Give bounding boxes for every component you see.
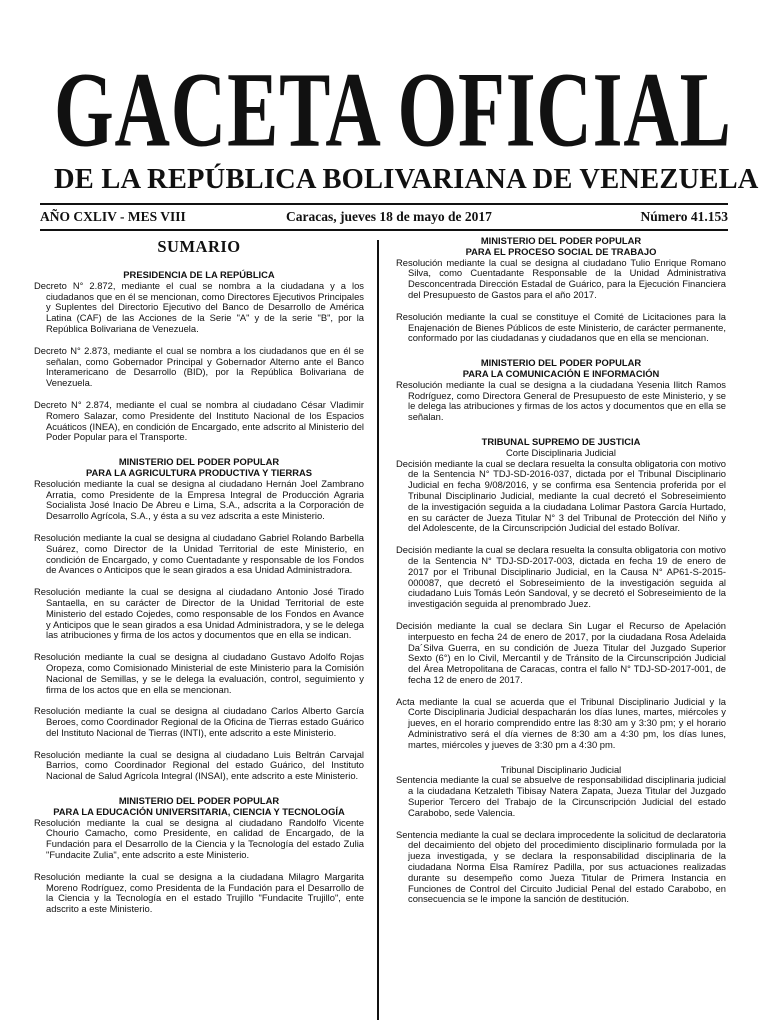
section-comunicacion: [396, 358, 726, 423]
sumario-heading: SUMARIO: [157, 237, 241, 256]
list-item: Decreto N° 2.873, mediante el cual se nombra a los ciudadanos que en él se señalan, como Gobernador Principal y Gobernador Alterno ante el Banco Interamericano de Desarrollo (BID), por la República Bolivariana de Venezuela.: [34, 344, 364, 389]
section-agricultura: [34, 457, 364, 782]
section-tsj: [396, 437, 726, 905]
list-item: Resolución mediante la cual se designa a la ciudadana Milagro Margarita Moreno Rodríguez, como Presidenta de la Fundación para el Desarrollo de la Ciencia y la Tecnología en el estado Trujillo "Fundacite Trujillo", ente adscrito a este Ministerio.: [34, 870, 364, 915]
masthead: [0, 40, 768, 169]
issue-info-bar: [40, 207, 728, 227]
list-item: Sentencia mediante la cual se declara improcedente la solicitud de declaratoria del decaimiento del objeto del procedimiento disciplinario formulada por la jueza investigada, y se declara la responsabilidad disciplinaria de la ciudadana Norma Elsa Ramírez Padilla, por sus actuaciones realizadas durante su desempeño como Jueza Titular de Primera Instancia en Funciones de Control del Circuito Judicial Penal del estado Carabobo, en consecuencia se le impone la sanción de destitución.: [396, 828, 726, 905]
list-item: Decisión mediante la cual se declara resuelta la consulta obligatoria con motivo de la Sentencia N° TDJ-SD-2017-003, dictada en fecha 19 de enero de 2017 por el Tribunal Disciplinario Judicial, en la Causa N° AP61-S-2015-000087, que decretó el Sobreseimiento de la investigación seguida al ciudadano Luis Tomás León Sandoval, y se decretó el Sobreseimiento de la investigación seguida al prenombrado Juez.: [396, 544, 726, 610]
list-item: Resolución mediante la cual se designa al ciudadano Hernán Joel Zambrano Arratia, como Presidente de la Empresa Integral de Producción Agraria Socialista José Inacio De Abreu e Lima, S.A., adscrita a la Corporación de Desarrollo Agrícola, S.A., y ésta a su vez adscrita a este Ministerio.: [34, 477, 364, 522]
section-heading: PRESIDENCIA DE LA REPÚBLICA: [123, 269, 275, 280]
left-column: [34, 236, 364, 915]
list-item: Resolución mediante la cual se designa al ciudadano Randolfo Vicente Chourio Camacho, como Presidente, en calidad de Encargado, de la Fundación para el Desarrollo de la Ciencia y la Tecnología del estado Zulia "Fundacite Zulia", ente adscrito a este Ministerio.: [34, 816, 364, 861]
section-heading: MINISTERIO DEL PODER POPULAR: [118, 456, 280, 468]
list-item: Decisión mediante la cual se declara Sin Lugar el Recurso de Apelación interpuesto en fecha 24 de enero de 2017, por la ciudadana Rosa Adelaida Da´Silva Guerra, en su condición de Jueza Titular del Juzgado Superior Sexto (6°) en lo Civil, Mercantil y de Tránsito de la Circunscripción Judicial del Área Metropolitana de Caracas, contra el fallo N° TDJ-SD-2017-001, de fecha 12 de enero de 2017.: [396, 619, 726, 685]
section-heading: MINISTERIO DEL PODER POPULAR: [480, 235, 642, 246]
right-column: [396, 236, 726, 905]
header-rule-bottom: [40, 229, 728, 231]
list-item: Sentencia mediante la cual se absuelve de responsabilidad disciplinaria judicial a la ciudadana Ketzaleth Tibisay Natera Zapata, Jueza Titular del Juzgado Superior Tercero del Trabajo de la Circunscripción Judicial del estado Carabobo, sede Valencia.: [396, 774, 726, 818]
list-item: Resolución mediante la cual se designa al ciudadano Luis Beltrán Carvajal Barrios, como Coordinador Regional del estado Guárico, del Instituto Nacional de Salud Agrícola Integral (INSAI), ente adscrito a este Ministerio.: [34, 748, 364, 782]
section-trabajo: [396, 236, 726, 344]
place-date: Caracas, jueves 18 de mayo de 2017: [286, 209, 492, 224]
section-subheading: PARA LA AGRICULTURA PRODUCTIVA Y TIERRAS: [85, 466, 313, 478]
section-heading: MINISTERIO DEL PODER POPULAR: [118, 795, 280, 807]
section-subheading: Corte Disciplinaria Judicial: [506, 446, 616, 458]
section-subheading: Tribunal Disciplinario Judicial: [500, 763, 622, 775]
list-item: Resolución mediante la cual se designa al ciudadano Antonio José Tirado Santaella, en su carácter de Director de la Unidad Territorial de este Ministerio del estado Cojedes, como responsable de los Fondos en Avance y Anticipos que le sean girados a esa Unidad Administradora, y se le delega las atribuciones y firma de los actos y documentos que en ella se indican.: [34, 586, 364, 641]
column-divider: [377, 240, 379, 1020]
header-rule-top: [40, 203, 728, 205]
list-item: Resolución mediante la cual se designa al ciudadano Carlos Alberto García Beroes, como Coordinador Regional de la Oficina de Tierras estado Guárico del Instituto Nacional de Tierras (INTI), ente adscrito a este Ministerio.: [34, 705, 364, 738]
section-subheading: PARA LA EDUCACIÓN UNIVERSITARIA, CIENCIA Y TECNOLOGÍA: [53, 805, 345, 817]
section-heading: TRIBUNAL SUPREMO DE JUSTICIA: [481, 435, 641, 447]
list-item: Resolución mediante la cual se designa al ciudadano Gustavo Adolfo Rojas Oropeza, como Comisionado Ministerial de este Ministerio para la Comisión Nacional de Semillas, y se le delega la evaluación, control, seguimiento y firma de los actos que en ella se mencionan.: [34, 651, 364, 695]
list-item: Resolución mediante la cual se designa a la ciudadana Yesenia Ilitch Ramos Rodríguez, como Directora General de Presupuesto de este Ministerio, y se le delega las atribuciones y firmas de los actos y documentos que en ella se señalan.: [396, 378, 726, 423]
list-item: Decreto N° 2.874, mediante el cual se nombra al ciudadano César Vladimir Romero Salazar, como Presidente del Instituto Nacional de los Espacios Acuáticos (INEA), en condición de Encargado, ente adscrito al Ministerio del Poder Popular para el Transporte.: [34, 398, 364, 443]
gazette-title: GACETA OFICIAL: [54, 48, 732, 169]
list-item: Resolución mediante la cual se designa al ciudadano Tulio Enrique Romano Silva, como Cuentadante Responsable de la Unidad Administrativa Desconcentrada Dirección Estadal de Guárico, para la Ejecución Financiera del Presupuesto de Gastos para el año 2017.: [396, 256, 726, 300]
issue-number: Número 41.153: [640, 209, 728, 224]
list-item: Resolución mediante la cual se designa al ciudadano Gabriel Rolando Barbella Suárez, como Director de la Unidad Territorial de este Ministerio, en condición de Encargado, y como Cuentadante y responsable de los Fondos de Avances o Anticipos que le sean girados a esa Unidad Administradora.: [34, 531, 364, 576]
section-presidencia: [34, 270, 364, 443]
year-month: AÑO CXLIV - MES VIII: [40, 209, 186, 224]
list-item: Decreto N° 2.872, mediante el cual se nombra a la ciudadana y a los ciudadanos que en él se mencionan, como Directores Ejecutivos Principales y Suplentes del Directorio Ejecutivo del Banco de Desarrollo de América Latina (CAF) de las Acciones de la Serie "A" y de la serie "B", por la República Bolivariana de Venezuela.: [34, 279, 364, 334]
section-heading: MINISTERIO DEL PODER POPULAR: [480, 357, 642, 369]
list-item: Resolución mediante la cual se constituye el Comité de Licitaciones para la Enajenación de Bienes Públicos de este Ministerio, de carácter permanente, conformado por las ciudadanas y ciudadanos que en ella se mencionan.: [396, 310, 726, 344]
section-subheading: PARA LA COMUNICACIÓN E INFORMACIÓN: [462, 367, 660, 379]
section-subheading: PARA EL PROCESO SOCIAL DE TRABAJO: [465, 245, 657, 257]
list-item: Decisión mediante la cual se declara resuelta la consulta obligatoria con motivo de la Sentencia N° TDJ-SD-2016-037, dictada por el Tribunal Disciplinario Judicial en fecha 9/08/2016, y se confirma esa Sentencia proferida por el Tribunal Disciplinario Judicial, mediante la cual decretó el Sobreseimiento de la investigación seguida a la ciudadana Lolimar Pastora García Hurtado, en su carácter de Jueza Titular N° 3 del Tribunal de Protección del Niño y del Adolescente, de la Circunscripción Judicial del estado Bolívar.: [396, 457, 726, 534]
list-item: Acta mediante la cual se acuerda que el Tribunal Disciplinario Judicial y la Corte Disciplinaria Judicial despacharán los días lunes, martes, miércoles y jueves, en el horario comprendido entre las 8:30 am y 3:30 pm; y el horario Administrativo será el día viernes de 8:30 am a 4:30 pm, los días lunes, martes, miércoles y jueves de 3:30 pm a 4:30 pm.: [396, 695, 726, 750]
gazette-subtitle: DE LA REPÚBLICA BOLIVARIANA DE VENEZUELA: [54, 164, 759, 195]
section-educacion: [34, 796, 364, 915]
